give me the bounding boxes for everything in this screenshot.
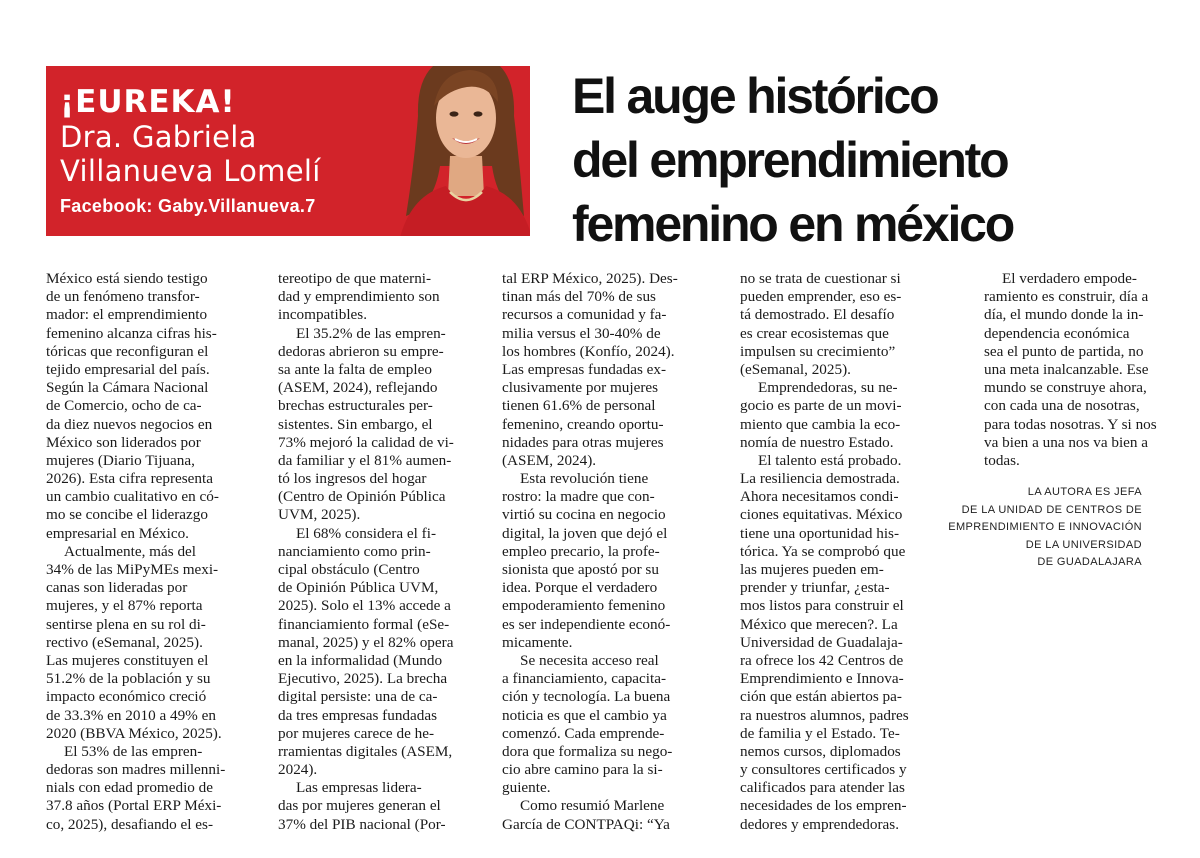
body-column-5 — [984, 270, 1174, 470]
body-text-line: gocio es parte de un movi- — [740, 397, 902, 415]
body-text-line: digital, la joven que dejó el — [502, 524, 668, 542]
body-text-line: es crear ecosistemas que — [740, 324, 889, 342]
body-text-line: tienen 61.6% de personal — [502, 397, 656, 415]
body-text-line: no se trata de cuestionar si — [740, 270, 901, 287]
body-text-line: tóricas que reconfiguran el — [46, 342, 209, 360]
body-column-2 — [278, 270, 468, 834]
body-text-line: Según la Cámara Nacional — [46, 379, 209, 397]
body-text-line: una meta inalcanzable. Ese — [984, 360, 1149, 378]
body-text-line: noticia es que el cambio ya — [502, 706, 667, 724]
author-header-band — [46, 66, 530, 236]
author-name-line-2: Villanueva Lomelí — [60, 154, 321, 188]
body-text-line: las mujeres pueden em- — [740, 561, 884, 578]
body-text-line: cipal obstáculo (Centro — [278, 561, 420, 578]
body-text-line: tó los ingresos del hogar — [278, 470, 427, 488]
body-text-line: Se necesita acceso real — [520, 651, 659, 669]
body-text-line: para todas nosotras. Y si nos — [984, 415, 1157, 433]
body-text-line: Las empresas lidera- — [296, 779, 422, 797]
body-text-line: tinan más del 70% de sus — [502, 288, 656, 306]
body-text-line: es ser independiente econó- — [502, 615, 671, 633]
headline-line-1: El auge histórico — [572, 68, 938, 124]
body-text-line: sionista que apostó por su — [502, 561, 659, 578]
body-text-line: manal, 2025) y el 82% opera — [278, 633, 454, 651]
body-text-line: sistentes. Sin embargo, el — [278, 415, 433, 433]
body-text-line: incompatibles. — [278, 306, 367, 324]
credit-line: LA AUTORA ES JEFA — [1027, 486, 1142, 498]
body-text-line: en la informalidad (Mundo — [278, 651, 443, 669]
body-text-line: nanciamiento como prin- — [278, 542, 431, 560]
body-text-line: comenzó. Cada emprende- — [502, 724, 665, 742]
body-text-line: 51.2% de la población y su — [46, 670, 211, 688]
body-text-line: digital persiste: una de ca- — [278, 688, 438, 706]
body-text-line: El 53% de las empren- — [64, 742, 203, 760]
body-text-line: con cada una de nosotras, — [984, 397, 1140, 415]
body-text-line: sea el punto de partida, no — [984, 342, 1144, 360]
body-text-line: mador: el emprendimiento — [46, 306, 208, 324]
body-text-line: guiente. — [502, 779, 551, 797]
body-text-line: da diez nuevos negocios en — [46, 415, 213, 433]
body-text-line: femenino alcanza cifras his- — [46, 324, 217, 342]
body-text-line: co, 2025), desafiando el es- — [46, 815, 214, 833]
body-text-line: Las empresas fundadas ex- — [502, 360, 667, 378]
body-text-line: El talento está probado. — [758, 451, 902, 469]
body-text-line: rramientas digitales (ASEM, — [278, 742, 453, 760]
body-text-line: ción que están abiertos pa- — [740, 688, 902, 706]
body-text-line: brechas estructurales per- — [278, 397, 433, 415]
author-portrait — [388, 66, 530, 236]
body-text-line: milia versus el 30-40% de — [502, 324, 661, 342]
body-text-line: impacto económico creció — [46, 688, 207, 706]
body-text-line: de Comercio, ocho de ca- — [46, 397, 202, 415]
body-text-line: mujeres, y el 87% reporta — [46, 597, 203, 615]
body-text-line: 2025). Solo el 13% accede a — [278, 597, 451, 615]
body-text-line: Esta revolución tiene — [520, 470, 649, 488]
body-text-line: calificados para atender las — [740, 779, 905, 797]
body-text-line: a financiamiento, capacita- — [502, 670, 667, 688]
body-text-line: (eSemanal, 2025). — [740, 360, 851, 378]
body-text-line: dora que formaliza su nego- — [502, 742, 673, 760]
author-name-line-1: Dra. Gabriela — [60, 120, 257, 154]
body-text-line: de un fenómeno transfor- — [46, 288, 200, 306]
body-text-line: tereotipo de que materni- — [278, 270, 432, 287]
body-text-line: mo se concibe el liderazgo — [46, 506, 208, 524]
body-text-line: 2026). Esta cifra representa — [46, 470, 213, 488]
body-text-line: un cambio cualitativo en có- — [46, 488, 219, 506]
body-text-line: dedoras abrieron su empre- — [278, 342, 444, 360]
body-text-line: 2024). — [278, 761, 318, 779]
body-text-line: empresarial en México. — [46, 524, 189, 542]
body-text-line: empleo precario, la profe- — [502, 542, 660, 560]
body-text-line: tiene una oportunidad his- — [740, 524, 900, 542]
body-text-line: día, el mundo donde la in- — [984, 306, 1144, 324]
body-text-line: Emprendedoras, su ne- — [758, 379, 898, 397]
credit-line: DE LA UNIDAD DE CENTROS DE — [961, 503, 1142, 516]
author-social-handle: Facebook: Gaby.Villanueva.7 — [60, 196, 316, 216]
body-text-line: dedoras son madres millenni- — [46, 761, 226, 779]
portrait-neck — [448, 156, 484, 196]
body-text-line: 37% del PIB nacional (Por- — [278, 815, 446, 833]
body-text-line: da tres empresas fundadas — [278, 706, 437, 724]
body-text-line: cio abre camino para la si- — [502, 761, 663, 779]
body-text-line: El 68% considera el fi- — [296, 524, 437, 542]
credit-line: EMPRENDIMIENTO E INNOVACIÓN — [948, 521, 1142, 533]
body-text-line: micamente. — [502, 633, 573, 651]
portrait-eye-left — [450, 111, 459, 116]
body-text-line: tejido empresarial del país. — [46, 360, 210, 378]
body-text-line: (ASEM, 2024). — [502, 451, 597, 469]
body-text-line: das por mujeres generan el — [278, 797, 441, 815]
body-text-line: 2020 (BBVA México, 2025). — [46, 724, 222, 742]
body-text-line: Como resumió Marlene — [520, 797, 665, 815]
body-text-line: mujeres (Diario Tijuana, — [46, 451, 195, 469]
body-text-line: México está siendo testigo — [46, 270, 208, 287]
body-text-line: de Opinión Pública UVM, — [278, 579, 439, 597]
body-text-line: impulsen su crecimiento” — [740, 342, 896, 360]
body-text-line: mos listos para construir el — [740, 597, 904, 615]
body-text-line: Universidad de Guadalaja- — [740, 633, 903, 651]
body-text-line: (ASEM, 2024), reflejando — [278, 379, 438, 397]
body-text-line: El 35.2% de las empren- — [296, 324, 446, 342]
body-text-line: financiamiento formal (eSe- — [278, 615, 450, 633]
body-text-line: ra nuestros alumnos, padres — [740, 706, 909, 724]
body-text-line: prender y triunfar, ¿esta- — [740, 579, 890, 597]
body-text-line: recursos a comunidad y fa- — [502, 306, 667, 324]
body-text-line: de 33.3% en 2010 a 49% en — [46, 706, 216, 724]
body-text-line: necesidades de los empren- — [740, 797, 907, 815]
body-text-line: sentirse plena en su rol di- — [46, 615, 206, 633]
credit-line: DE GUADALAJARA — [1037, 556, 1142, 568]
body-text-line: y consultores certificados y — [740, 761, 907, 779]
body-text-line: UVM, 2025). — [278, 506, 361, 524]
body-text-line: tá demostrado. El desafío — [740, 306, 895, 324]
body-text-line: ciones equitativas. México — [740, 506, 903, 524]
body-text-line: ramiento es construir, día a — [984, 288, 1149, 306]
byline — [60, 84, 321, 217]
body-text-line: sa ante la falta de empleo — [278, 360, 432, 378]
body-text-line: los hombres (Konfío, 2024). — [502, 342, 675, 360]
body-text-line: Ahora necesitamos condi- — [740, 488, 899, 506]
body-text-line: mundo se construye ahora, — [984, 379, 1147, 397]
body-column-3 — [502, 270, 692, 834]
article-headline — [572, 64, 1172, 256]
body-text-line: rostro: la madre que con- — [502, 488, 655, 506]
author-credit — [940, 484, 1142, 572]
body-text-line: dedores y emprendedoras. — [740, 815, 899, 833]
body-text-line: clusivamente por mujeres — [502, 379, 659, 397]
body-text-line: dad y emprendimiento son — [278, 288, 440, 306]
body-text-line: México son liderados por — [46, 433, 201, 451]
portrait-eye-right — [474, 111, 483, 116]
body-text-line: La resiliencia demostrada. — [740, 470, 900, 488]
body-text-line: por mujeres carece de he- — [278, 724, 434, 742]
body-text-line: 73% mejoró la calidad de vi- — [278, 433, 454, 451]
body-text-line: da familiar y el 81% aumen- — [278, 451, 452, 469]
body-text-line: ra ofrece los 42 Centros de — [740, 651, 904, 669]
body-text-line: empoderamiento femenino — [502, 597, 666, 615]
body-text-line: (Centro de Opinión Pública — [278, 488, 446, 506]
body-text-line: canas son lideradas por — [46, 579, 188, 597]
body-text-line: nomía de nuestro Estado. — [740, 433, 894, 451]
body-text-line: Emprendimiento e Innova- — [740, 670, 904, 688]
body-text-line: tal ERP México, 2025). Des- — [502, 270, 678, 287]
body-text-line: nemos cursos, diplomados — [740, 742, 901, 760]
headline-line-3: femenino en méxico — [572, 196, 1014, 252]
body-text-line: va bien a una nos va bien a — [984, 433, 1149, 451]
body-text-line: Las mujeres constituyen el — [46, 651, 209, 669]
body-text-line: 34% de las MiPyMEs mexi- — [46, 561, 219, 578]
body-text-line: México que merecen?. La — [740, 615, 898, 633]
body-text-line: idea. Porque el verdadero — [502, 579, 658, 597]
body-column-4 — [740, 270, 930, 834]
body-text-line: Ejecutivo, 2025). La brecha — [278, 670, 448, 688]
body-text-line: tórica. Ya se comprobó que — [740, 542, 906, 560]
body-text-line: pueden emprender, eso es- — [740, 288, 902, 306]
body-text-line: todas. — [984, 451, 1020, 469]
body-text-line: El verdadero empode- — [1002, 270, 1137, 287]
body-text-line: nidades para otras mujeres — [502, 433, 664, 451]
body-text-line: rectivo (eSemanal, 2025). — [46, 633, 203, 651]
body-text-line: dependencia económica — [984, 324, 1130, 342]
headline-line-2: del emprendimiento — [572, 132, 1008, 188]
column-kicker: ¡EUREKA! — [60, 84, 236, 120]
body-text-line: miento que cambia la eco- — [740, 415, 901, 433]
body-text-line: 37.8 años (Portal ERP Méxi- — [46, 797, 222, 815]
body-column-1 — [46, 270, 236, 834]
body-text-line: de familia y el Estado. Te- — [740, 724, 900, 742]
body-text-line: virtió su cocina en negocio — [502, 506, 666, 524]
body-text-line: ción y tecnología. La buena — [502, 688, 671, 706]
body-text-line: nials con edad promedio de — [46, 779, 214, 797]
body-text-line: femenino, creando oportu- — [502, 415, 664, 433]
credit-line: DE LA UNIVERSIDAD — [1025, 538, 1142, 551]
body-text-line: Actualmente, más del — [64, 542, 197, 560]
body-text-line: García de CONTPAQi: “Ya — [502, 815, 670, 833]
